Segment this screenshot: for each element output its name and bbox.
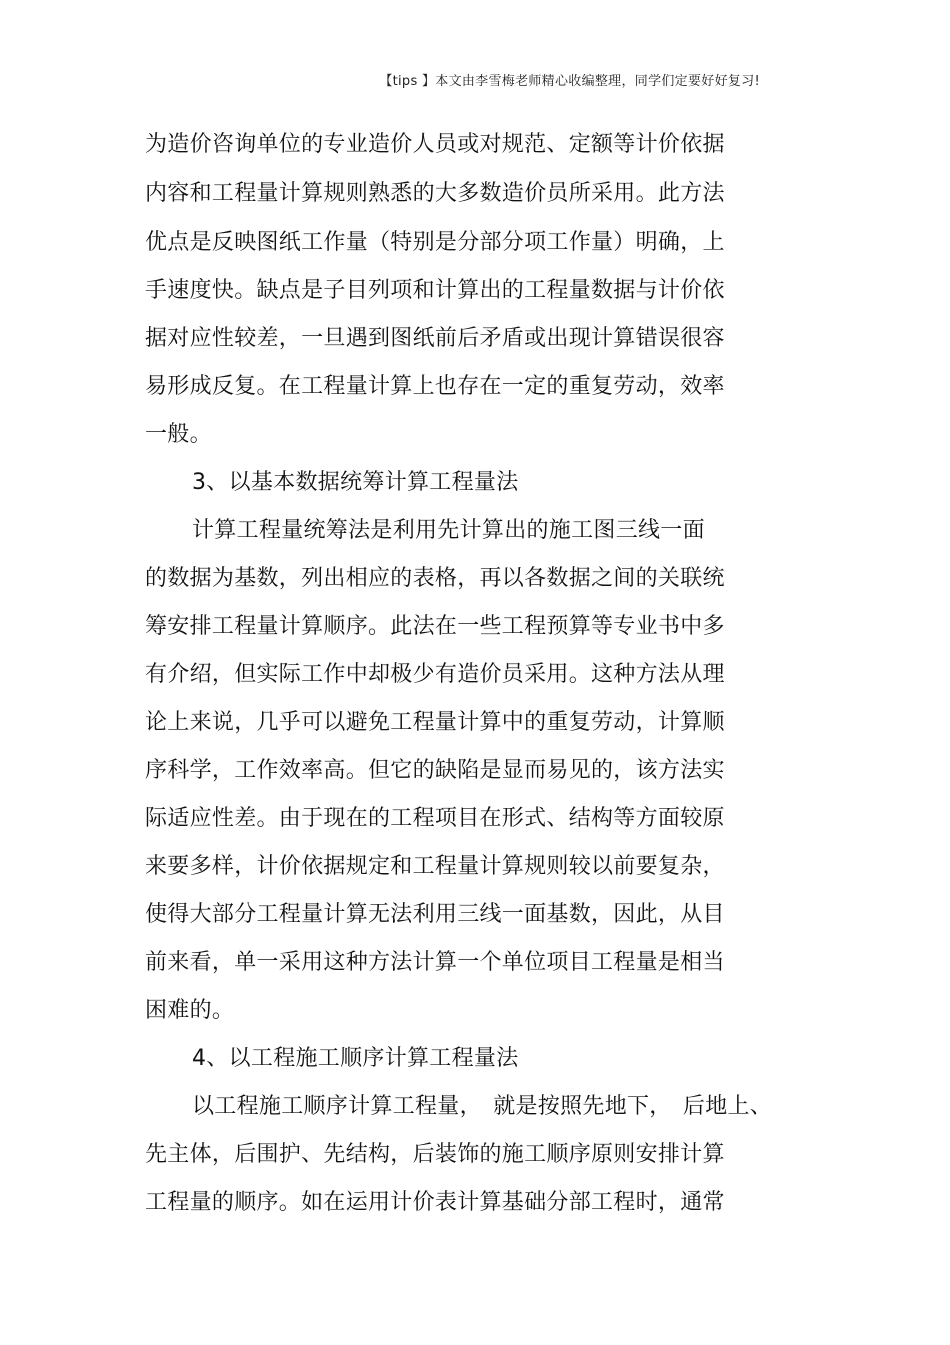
text-line: 计算工程量统筹法是利用先计算出的施工图三线一面 [192, 518, 705, 543]
text-line: 据对应性较差，一旦遇到图纸前后矛盾或出现计算错误很容 [145, 326, 725, 351]
text-line: 论上来说，几乎可以避免工程量计算中的重复劳动，计算顺 [145, 710, 725, 735]
text-line: 际适应性差。由于现在的工程项目在形式、结构等方面较原 [145, 806, 725, 831]
text-line: 前来看，单一采用这种方法计算一个单位项目工程量是相当 [145, 950, 725, 975]
text-line: 易形成反复。在工程量计算上也存在一定的重复劳动，效率 [145, 374, 725, 399]
text-line: 使得大部分工程量计算无法利用三线一面基数，因此，从目 [145, 902, 725, 927]
text-line: 困难的。 [145, 998, 235, 1023]
text-line: 有介绍，但实际工作中却极少有造价员采用。这种方法从理 [145, 662, 725, 687]
text-line: 以工程施工顺序计算工程量， 就是按照先地下， 后地上、 [192, 1094, 773, 1119]
text-line: 工程量的顺序。如在运用计价表计算基础分部工程时，通常 [145, 1190, 725, 1215]
text-line: 来要多样，计价依据规定和工程量计算规则较以前要复杂， [145, 854, 725, 879]
text-line: 为造价咨询单位的专业造价人员或对规范、定额等计价依据 [145, 132, 725, 157]
header-tip: 【tips 】本文由李雪梅老师精心收编整理，同学们定要好好复习! [379, 74, 760, 89]
section-heading: 3、以基本数据统筹计算工程量法 [192, 470, 519, 495]
text-line: 手速度快。缺点是子目列项和计算出的工程量数据与计价依 [145, 278, 725, 303]
text-line: 一般。 [145, 422, 212, 447]
text-line: 序科学，工作效率高。但它的缺陷是显而易见的，该方法实 [145, 758, 725, 783]
text-line: 优点是反映图纸工作量（特别是分部分项工作量）明确，上 [145, 230, 725, 255]
text-line: 内容和工程量计算规则熟悉的大多数造价员所采用。此方法 [145, 181, 725, 206]
text-line: 先主体，后围护、先结构，后装饰的施工顺序原则安排计算 [145, 1142, 725, 1167]
text-line: 的数据为基数，列出相应的表格，再以各数据之间的关联统 [145, 566, 725, 591]
section-heading: 4、以工程施工顺序计算工程量法 [192, 1046, 519, 1071]
text-line: 筹安排工程量计算顺序。此法在一些工程预算等专业书中多 [145, 614, 725, 639]
